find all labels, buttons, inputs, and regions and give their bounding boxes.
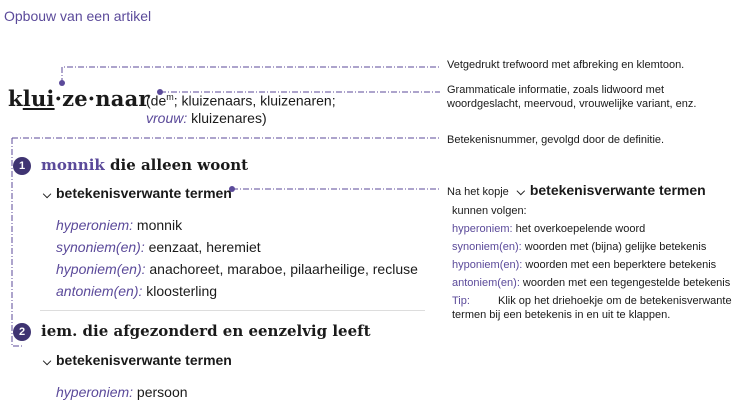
grammar-info [146, 92, 336, 109]
note-toggle-sample [515, 182, 706, 198]
divider [40, 310, 425, 311]
sense-number-badge: 1 [13, 157, 31, 175]
note-item-text: woorden met een tegengestelde betekenis [519, 277, 731, 289]
relation-value[interactable]: eenzaat, heremiet [144, 239, 261, 255]
toggle-label[interactable]: betekenisverwante termen [56, 352, 232, 368]
note-headword: Vetgedrukt trefwoord met afbreking en klemtoon. [447, 59, 685, 71]
note-item [452, 259, 716, 271]
note-toggle-label: betekenisverwante termen [529, 182, 706, 198]
note-grammar: Grammaticale informatie, zoals lidwoord met [447, 84, 665, 96]
headword-part: ·ze·naar [54, 86, 150, 111]
note-item-label: antoniem(en): [452, 277, 520, 289]
grammar-article: (de [146, 92, 167, 109]
headword-stressed-part: lui [22, 86, 55, 111]
relation-row [56, 261, 418, 277]
sense-definition-text: iem. die afgezonderd en eenzelvig leeft [41, 322, 371, 340]
note-toggle-intro: Na het kopje [447, 186, 509, 198]
note-toggle [447, 182, 706, 199]
relation-row [56, 239, 261, 255]
sense-keyword: monnik [41, 156, 105, 174]
sense-definition [41, 322, 371, 340]
note-item-text: het overkoepelende woord [512, 223, 646, 235]
note-item-label: hyperoniem: [452, 223, 513, 235]
relation-value[interactable]: anachoreet, maraboe, pilaarheilige, recluse [145, 261, 418, 277]
chevron-down-icon[interactable]: ⌵ [42, 189, 52, 201]
relation-label: hyperoniem: [56, 384, 134, 400]
relation-row [56, 384, 188, 400]
grammar-feminine-value: kluizenares) [187, 110, 267, 126]
sense-number-badge: 2 [13, 323, 31, 341]
related-terms-toggle[interactable] [41, 352, 232, 369]
sense-definition [41, 156, 248, 174]
note-tip-continued: termen bij een betekenis in en uit te klappen. [452, 309, 671, 321]
relation-label: hyperoniem: [56, 217, 134, 233]
headword-part: k [8, 86, 23, 111]
grammar-plurals: ; kluizenaars, kluizenaren; [173, 92, 336, 109]
relation-row [56, 283, 217, 299]
note-item-label: hyponiem(en): [452, 259, 523, 271]
page-title: Opbouw van een artikel [4, 8, 152, 24]
note-can-follow: kunnen volgen: [452, 205, 527, 217]
grammar-gender: m [166, 92, 174, 102]
relation-label: synoniem(en): [56, 239, 145, 255]
headword [8, 86, 150, 111]
relation-value[interactable]: kloosterling [142, 283, 218, 299]
note-item [452, 223, 645, 235]
note-item-label: synoniem(en): [452, 241, 522, 253]
related-terms-toggle[interactable] [41, 185, 232, 202]
note-item [452, 277, 730, 289]
note-tip-text: Klik op het driehoekje om de betekenisverwante [498, 295, 732, 307]
relation-row [56, 217, 182, 233]
note-tip-label: Tip: [452, 295, 470, 307]
note-tip [452, 295, 732, 307]
note-item-text: woorden met een beperktere betekenis [522, 259, 717, 271]
note-item [452, 241, 706, 253]
note-grammar: woordgeslacht, meervoud, vrouwelijke variant, enz. [447, 98, 697, 110]
note-item-text: woorden met (bijna) gelijke betekenis [521, 241, 707, 253]
relation-label: antoniem(en): [56, 283, 143, 299]
chevron-down-icon[interactable]: ⌵ [42, 356, 52, 368]
grammar-feminine-label: vrouw: [146, 110, 188, 126]
sense-definition-text: die alleen woont [104, 156, 249, 174]
relation-label: hyponiem(en): [56, 261, 146, 277]
relation-value[interactable]: persoon [133, 384, 188, 400]
toggle-label[interactable]: betekenisverwante termen [56, 185, 232, 201]
note-sense-number: Betekenisnummer, gevolgd door de definitie. [447, 134, 665, 146]
relation-value[interactable]: monnik [133, 217, 183, 233]
grammar-feminine [146, 110, 267, 126]
chevron-down-icon: ⌵ [516, 186, 525, 198]
